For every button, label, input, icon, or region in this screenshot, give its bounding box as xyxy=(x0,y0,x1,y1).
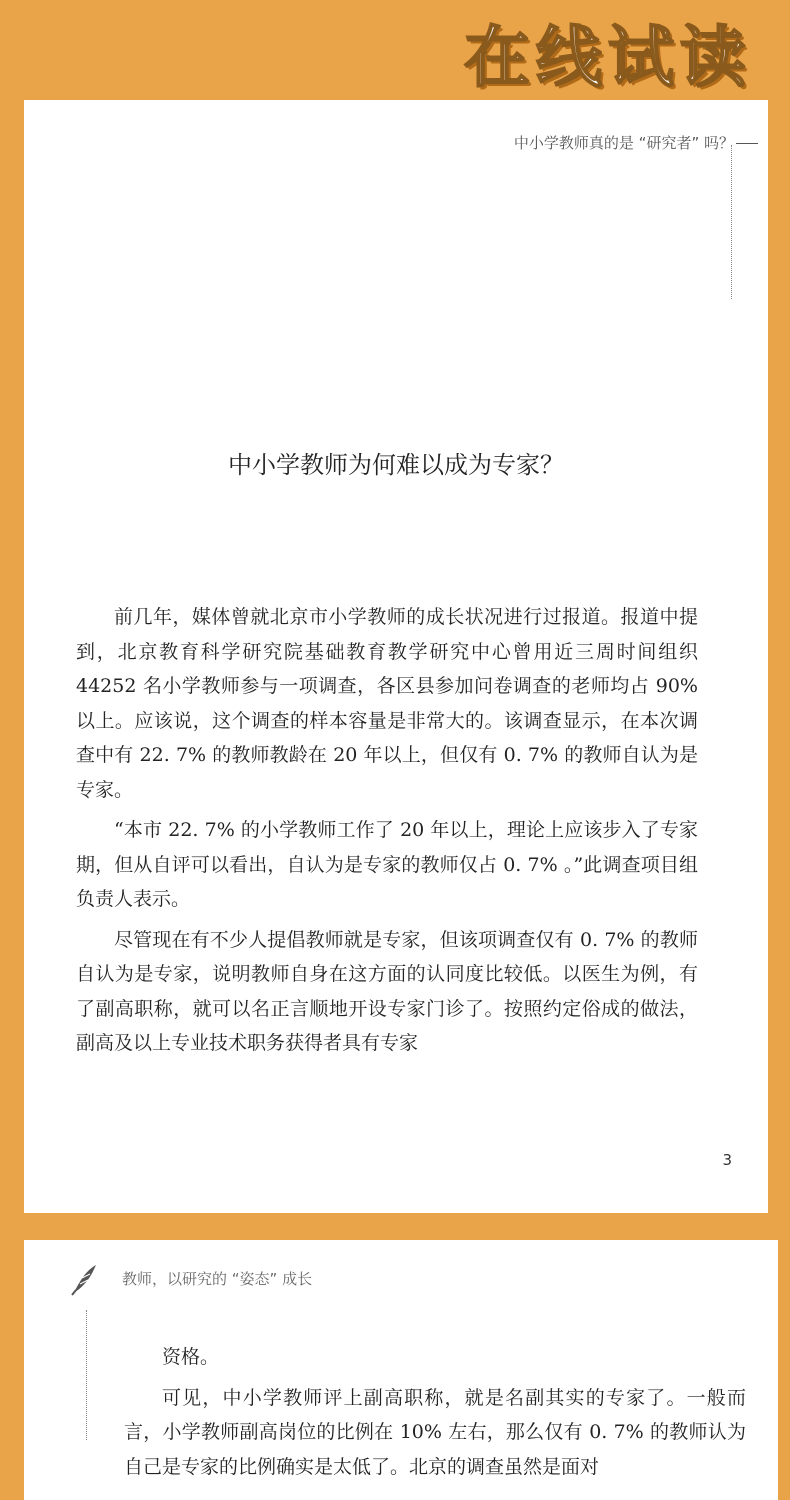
running-head: 中小学教师真的是 “研究者” 吗？ xyxy=(513,134,734,152)
bleed-through-text xyxy=(74,240,714,360)
book-page-2 xyxy=(24,1240,778,1500)
page-number: 3 xyxy=(722,1151,732,1169)
margin-dotted-line xyxy=(731,145,732,299)
paragraph: “本市 22. 7% 的小学教师工作了 20 年以上，理论上应该步入了专家期，但从自评可以看出，自认为是专家的教师仅占 0. 7% 。”此调查项目组负责人表示。 xyxy=(76,819,698,910)
paragraph: 可见，中小学教师评上副高职称，就是名副其实的专家了。一般而言，小学教师副高岗位的比例在 10% 左右，那么仅有 0. 7% 的教师认为自己是专家的比例确实是太低了。北京的调查虽然是面对 xyxy=(124,1386,746,1478)
body-text xyxy=(76,600,698,1067)
section-title: 中小学教师为何难以成为专家？ xyxy=(228,451,564,479)
margin-dotted-line xyxy=(86,1310,87,1440)
body-text xyxy=(124,1340,746,1490)
running-head: 教师，以研究的 “姿态” 成长 xyxy=(122,1270,313,1288)
banner-title: 在线试读 xyxy=(464,19,752,96)
quill-icon xyxy=(70,1262,100,1296)
book-page-1 xyxy=(24,100,768,1213)
paragraph: 前几年，媒体曾就北京市小学教师的成长状况进行过报道。报道中提到，北京教育科学研究院基础教育教学研究中心曾用近三周时间组织 44252 名小学教师参与一项调查，各区县参加问卷调查的老师均占 90% 以上。应该说，这个调查的样本容量是非常大的。该调查显示，在本次调查中有 22. 7% 的教师教龄在 20 年以上，但仅有 0. 7% 的教师自认为是专家。 xyxy=(76,606,698,801)
paragraph: 尽管现在有不少人提倡教师就是专家，但该项调查仅有 0. 7% 的教师自认为是专家，说明教师自身在这方面的认同度比较低。以医生为例，有了副高职称，就可以名正言顺地开设专家门诊了。按照约定俗成的做法，副高及以上专业技术职务获得者具有专家 xyxy=(76,928,698,1054)
running-head-rule xyxy=(736,143,758,144)
paragraph: 资格。 xyxy=(162,1346,220,1368)
